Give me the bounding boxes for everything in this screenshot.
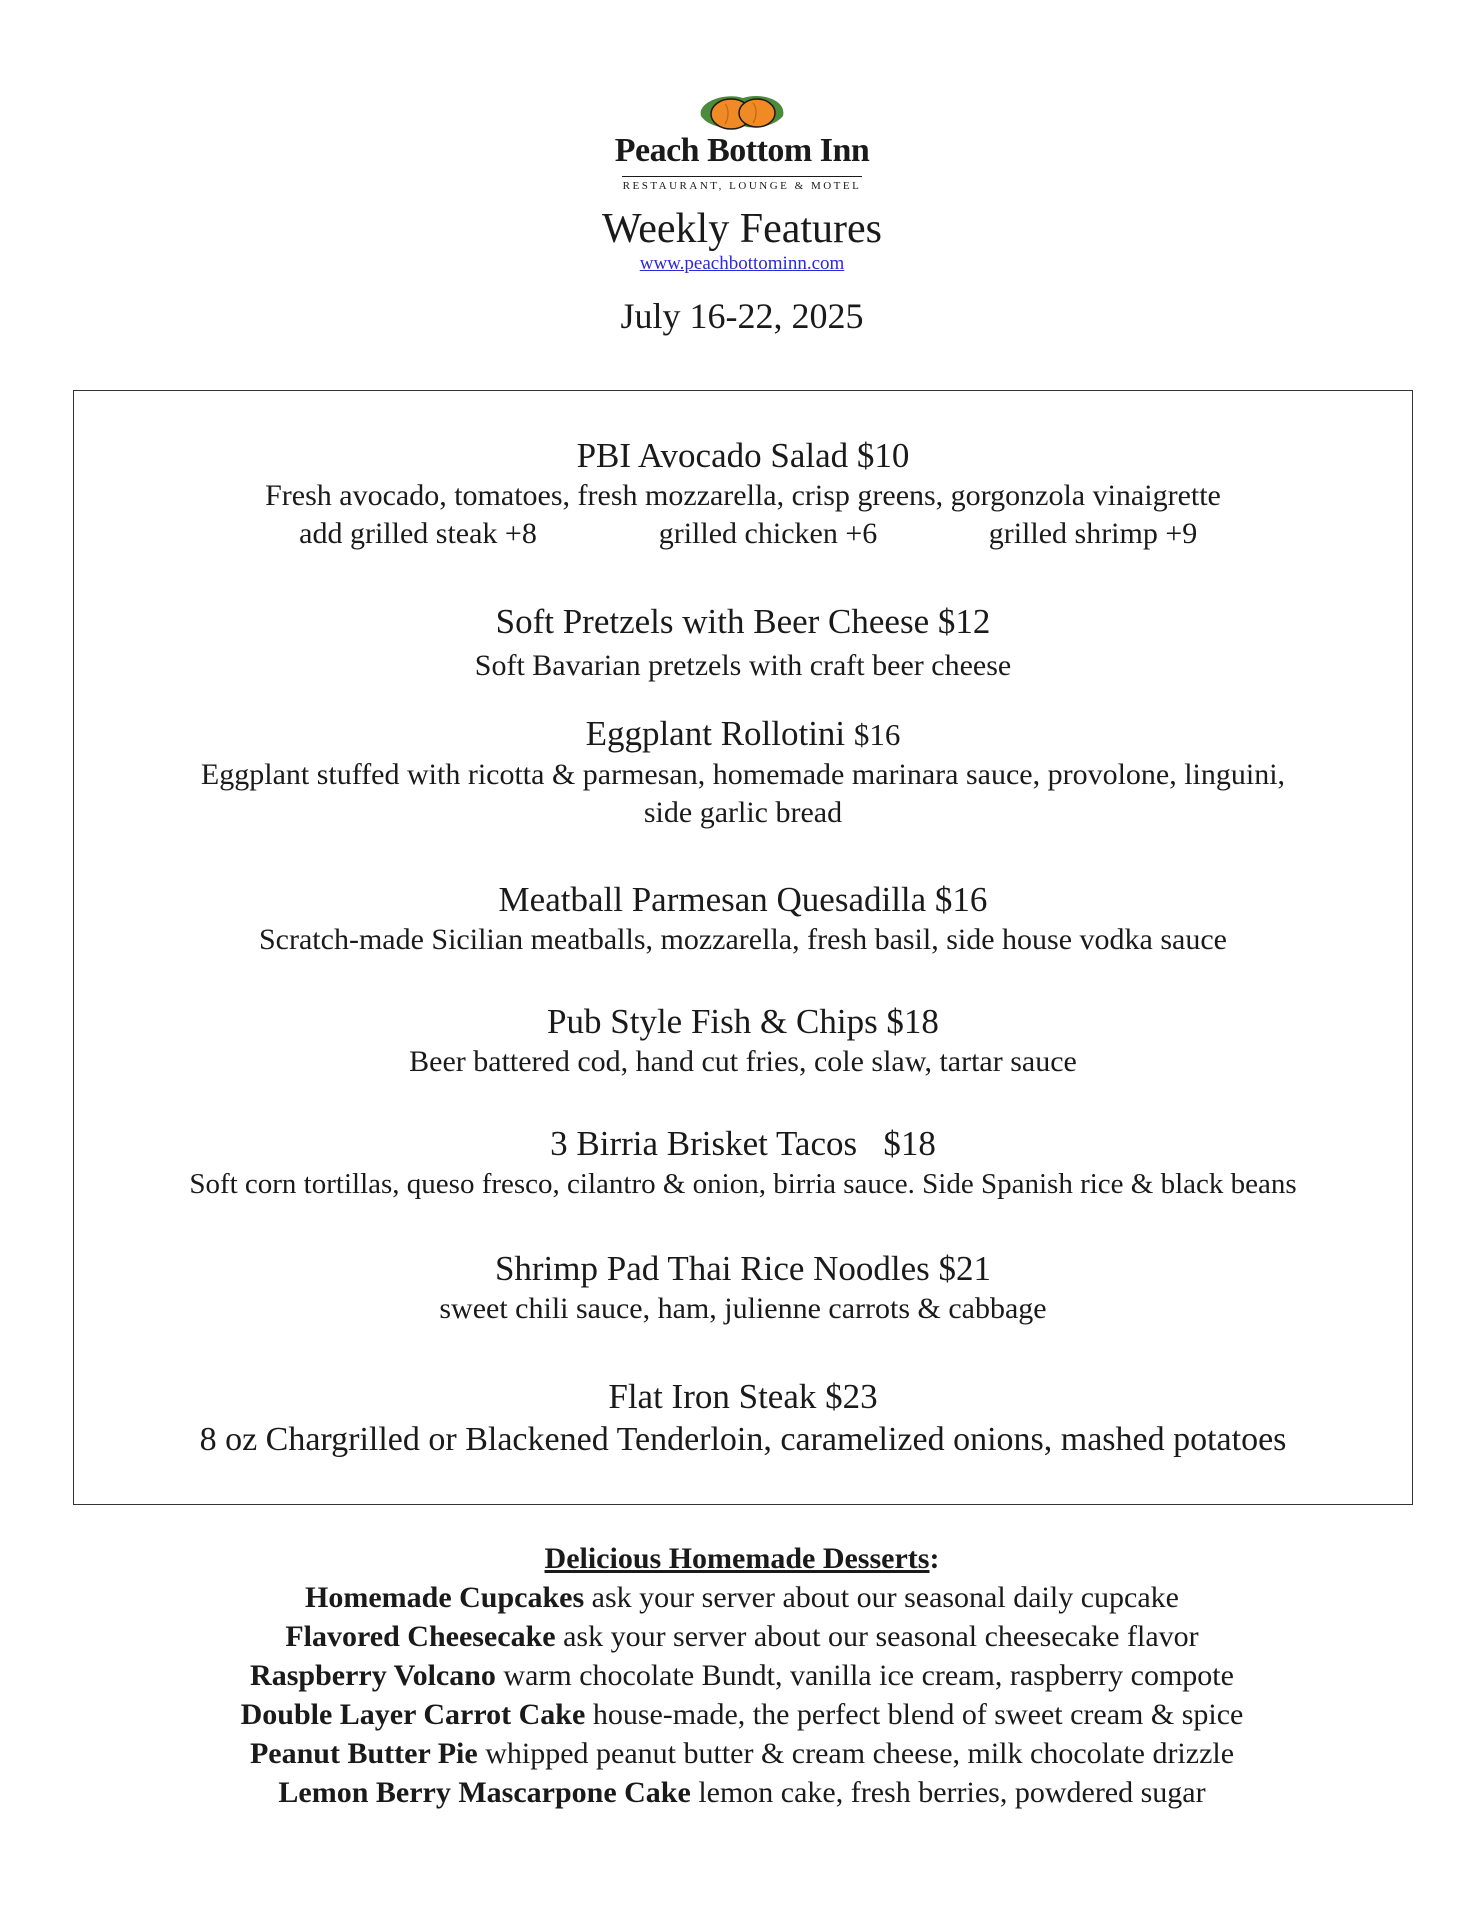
item-description: Fresh avocado, tomatoes, fresh mozzarella, crisp greens, gorgonzola vinaigrette — [265, 479, 1221, 512]
item-name: Soft Pretzels with Beer Cheese $12 — [495, 602, 991, 641]
dessert-description: house-made, the perfect blend of sweet cream & spice — [585, 1698, 1244, 1731]
dessert-description: ask your server about our seasonal daily cupcake — [584, 1581, 1179, 1614]
item-title: 3 Birria Brisket Tacos — [550, 1124, 858, 1163]
desserts-heading-text: Delicious Homemade Desserts — [544, 1542, 930, 1575]
features-box — [73, 390, 1413, 1505]
dessert-name: Flavored Cheesecake — [285, 1620, 556, 1653]
desserts-heading — [0, 1540, 1484, 1578]
desserts-heading-colon: : — [929, 1542, 940, 1575]
menu-item-flat-iron-steak — [74, 1376, 1412, 1462]
website-link[interactable]: www.peachbottominn.com — [639, 253, 845, 274]
item-name: Meatball Parmesan Quesadilla $16 — [498, 880, 988, 919]
page-title: Weekly Features — [601, 206, 882, 252]
item-name — [74, 713, 1412, 756]
peach-logo-icon — [695, 92, 789, 136]
item-description: sweet chili sauce, ham, julienne carrots & cabbage — [439, 1292, 1047, 1325]
item-description: Scratch-made Sicilian meatballs, mozzarella, fresh basil, side house vodka sauce — [259, 923, 1227, 956]
menu-item-pad-thai — [74, 1248, 1412, 1328]
dessert-item — [0, 1656, 1484, 1695]
dessert-name: Lemon Berry Mascarpone Cake — [278, 1776, 691, 1809]
item-name: Pub Style Fish & Chips $18 — [547, 1002, 939, 1041]
dessert-name: Raspberry Volcano — [250, 1659, 496, 1692]
menu-item-fish-and-chips — [74, 1001, 1412, 1081]
dessert-item — [0, 1578, 1484, 1617]
dessert-item — [0, 1773, 1484, 1812]
menu-item-eggplant-rollotini — [74, 713, 1412, 832]
addon-chicken: grilled chicken +6 — [658, 517, 878, 550]
item-description-continued: side garlic bread — [643, 796, 843, 829]
date-range: July 16-22, 2025 — [620, 296, 864, 336]
logo-name: Peach Bottom Inn — [614, 132, 870, 169]
dessert-name: Double Layer Carrot Cake — [240, 1698, 586, 1731]
menu-item-meatball-quesadilla — [74, 879, 1412, 959]
item-addons — [74, 515, 1412, 553]
logo-divider — [622, 176, 862, 177]
item-description: Eggplant stuffed with ricotta & parmesan, homemade marinara sauce, provolone, linguini, — [200, 758, 1286, 791]
dessert-description: warm chocolate Bundt, vanilla ice cream, raspberry compote — [495, 1659, 1234, 1692]
dessert-item — [0, 1695, 1484, 1734]
item-name: PBI Avocado Salad $10 — [576, 436, 910, 475]
item-description: Soft corn tortillas, queso fresco, cilantro & onion, birria sauce. Side Spanish rice & black beans — [189, 1168, 1297, 1200]
addon-shrimp: grilled shrimp +9 — [988, 517, 1198, 550]
menu-item-birria-tacos — [74, 1123, 1412, 1203]
dessert-item — [0, 1734, 1484, 1773]
dessert-description: whipped peanut butter & cream cheese, milk chocolate drizzle — [477, 1737, 1235, 1770]
dessert-name: Homemade Cupcakes — [305, 1581, 585, 1614]
item-price: $16 — [853, 717, 901, 752]
item-name — [74, 1123, 1412, 1165]
item-description: Soft Bavarian pretzels with craft beer cheese — [474, 649, 1012, 682]
item-title: Eggplant Rollotini — [585, 714, 846, 753]
item-name: Shrimp Pad Thai Rice Noodles $21 — [494, 1249, 992, 1288]
dessert-item — [0, 1617, 1484, 1656]
header — [0, 92, 1484, 336]
logo-tagline: RESTAURANT, LOUNGE & MOTEL — [622, 180, 862, 192]
addon-steak: add grilled steak +8 — [299, 517, 537, 550]
dessert-name: Peanut Butter Pie — [249, 1737, 478, 1770]
item-name: Flat Iron Steak $23 — [608, 1377, 878, 1416]
menu-item-avocado-salad — [74, 435, 1412, 553]
item-description: 8 oz Chargrilled or Blackened Tenderloin, caramelized onions, mashed potatoes — [199, 1421, 1287, 1458]
menu-item-soft-pretzels — [74, 601, 1412, 685]
logo — [592, 92, 892, 200]
item-description: Beer battered cod, hand cut fries, cole slaw, tartar sauce — [409, 1045, 1077, 1078]
dessert-description: ask your server about our seasonal cheesecake flavor — [555, 1620, 1199, 1653]
item-price: $18 — [883, 1124, 936, 1163]
dessert-description: lemon cake, fresh berries, powdered sugar — [690, 1776, 1206, 1809]
desserts-section — [0, 1540, 1484, 1812]
